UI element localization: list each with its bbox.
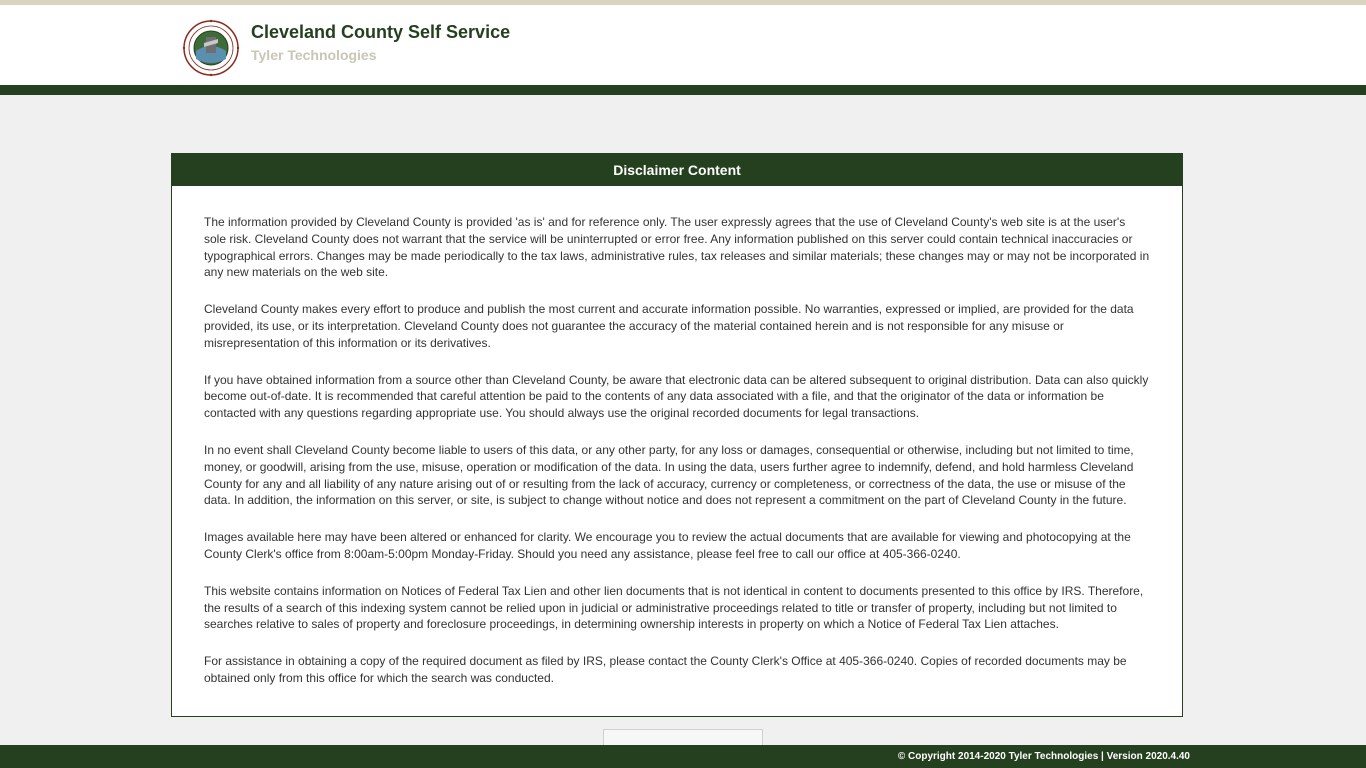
disclaimer-paragraph: The information provided by Cleveland County is provided 'as is' and for reference only. The user expressly agrees that the use of Cleveland County's web site is at the user's sole risk. Cleveland County does not warrant that the service will be uninterrupted or error free. Any information published on this server could contain technical inaccuracies or typographical errors. Changes may be made periodically to the tax laws, administrative rules, tax releases and similar materials; these changes may or may not be incorporated in any new materials on the web site. <box>204 215 1150 280</box>
disclaimer-paragraph: For assistance in obtaining a copy of the required document as filed by IRS, please contact the County Clerk's Office at 405-366-0240. Copies of recorded documents may be obtained only from this office for which the search was conducted. <box>204 654 1127 685</box>
disclaimer-panel <box>171 153 1183 717</box>
disclaimer-paragraph: This website contains information on Notices of Federal Tax Lien and other lien documents that is not identical in content to documents presented to this office by IRS. Therefore, the results of a search of this indexing system cannot be relied upon in judicial or administrative proceedings related to title or transfer of property, including but not limited to searches relative to sales of property and foreclosure proceedings, in determining ownership interests in property on which a Notice of Federal Tax Lien attaches. <box>204 583 1144 632</box>
disclaimer-body <box>172 186 1182 687</box>
site-footer <box>0 745 1366 768</box>
copyright-text: © Copyright 2014-2020 Tyler Technologies | Version 2020.4.40 <box>897 751 1190 762</box>
site-header <box>0 5 1366 85</box>
site-title: Cleveland County Self Service <box>251 22 511 42</box>
disclaimer-paragraph: Images available here may have been altered or enhanced for clarity. We encourage you to review the actual documents that are available for viewing and photocopying at the County Clerk's office from 8:00am-5:00pm Monday-Friday. Should you need any assistance, please feel free to call our office at 405-366-0240. <box>204 530 1131 561</box>
header-divider-bar <box>0 85 1366 95</box>
disclaimer-paragraph: If you have obtained information from a source other than Cleveland County, be aware that electronic data can be altered subsequent to original distribution. Data can also quickly become out-of-date. It is recommended that careful attention be paid to the contents of any data associated with a file, and that the originator of the data or information be contacted with any questions regarding appropriate use. You should always use the original recorded documents for legal transactions. <box>204 372 1149 421</box>
accept-button[interactable] <box>603 729 763 745</box>
site-subtitle: Tyler Technologies <box>251 47 377 63</box>
county-seal-icon[interactable] <box>182 19 240 77</box>
disclaimer-heading: Disclaimer Content <box>172 154 1182 186</box>
disclaimer-paragraph: Cleveland County makes every effort to produce and publish the most current and accurate information possible. No warranties, expressed or implied, are provided for the data provided, its use, or its interpretation. Cleveland County does not guarantee the accuracy of the material contained herein and is not responsible for any misuse or misrepresentation of this information or its derivatives. <box>204 302 1134 350</box>
disclaimer-paragraph: In no event shall Cleveland County become liable to users of this data, or any other party, for any loss or damages, consequential or otherwise, including but not limited to time, money, or goodwill, arising from the use, misuse, operation or modification of the data. In using the data, users further agree to indemnify, defend, and hold harmless Cleveland County for any and all liability of any nature arising out of or resulting from the lack of accuracy, currency or completeness, or correctness of the data, the use or misuse of the data. In addition, the information on this server, or site, is subject to change without notice and does not represent a commitment on the part of Cleveland County in the future. <box>204 442 1134 508</box>
